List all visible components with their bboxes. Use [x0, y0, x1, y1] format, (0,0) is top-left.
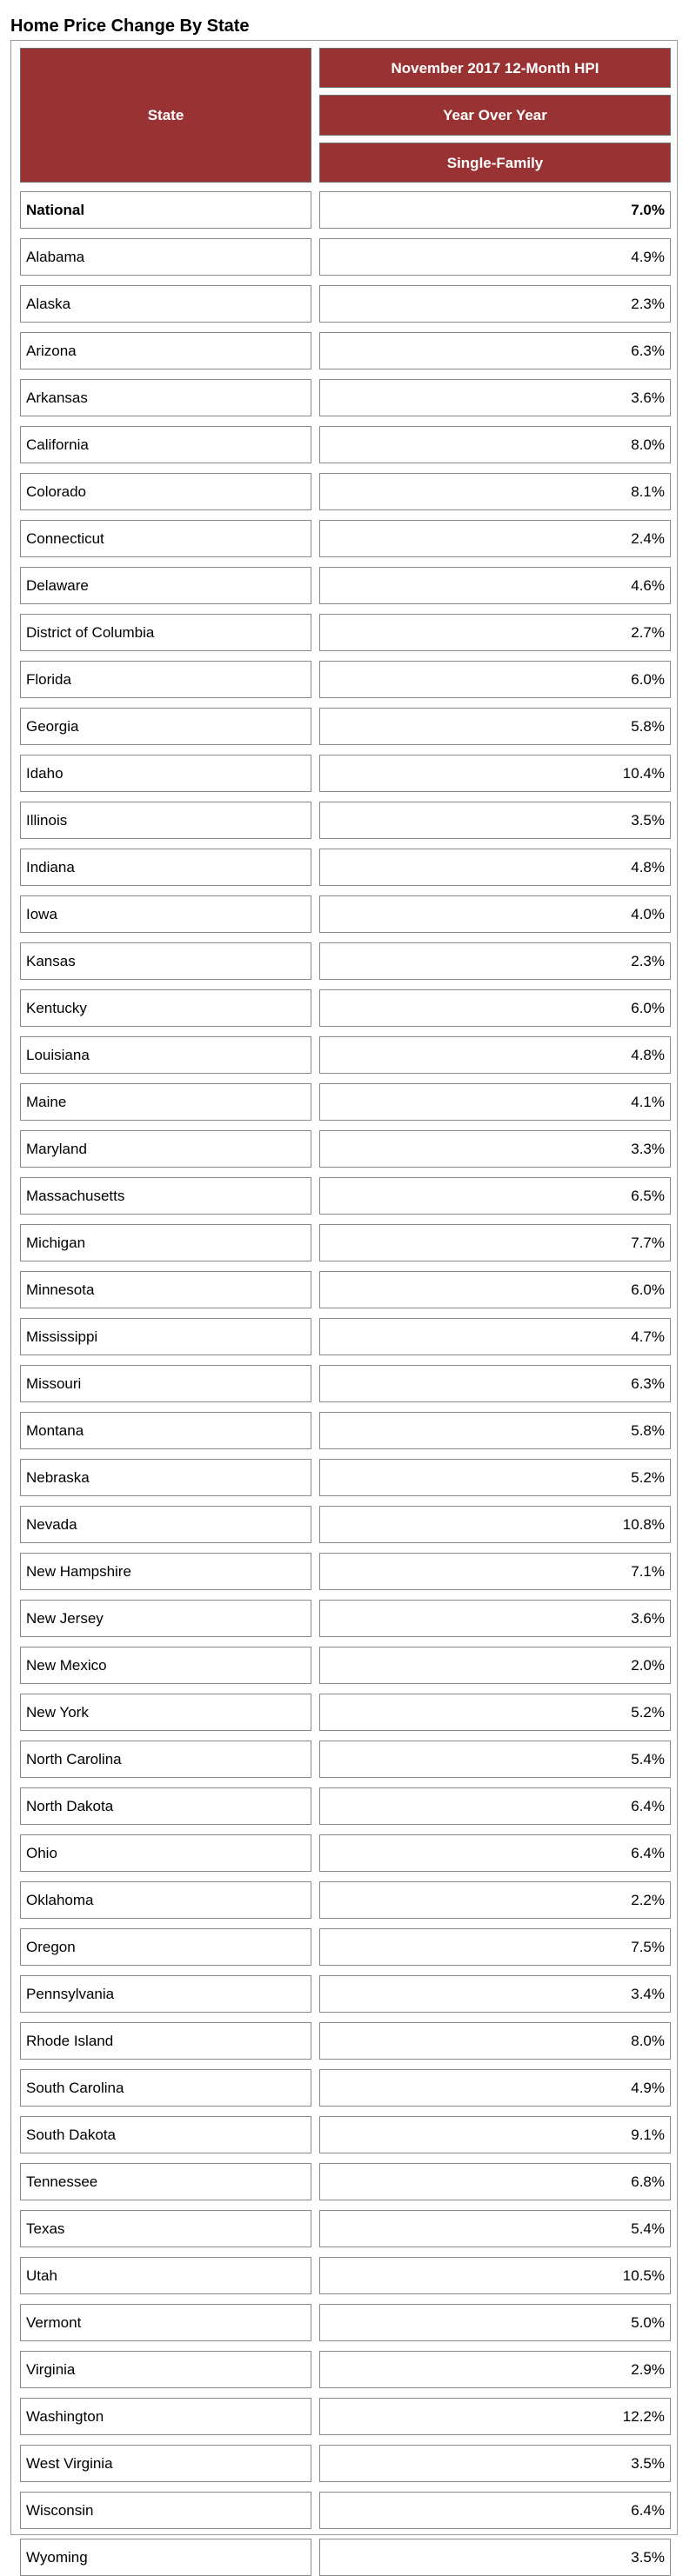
state-cell: New Mexico — [20, 1647, 311, 1684]
state-cell: South Dakota — [20, 2116, 311, 2153]
value-cell: 4.7% — [319, 1318, 671, 1355]
value-cell: 4.8% — [319, 1036, 671, 1074]
value-cell: 10.8% — [319, 1506, 671, 1543]
price-change-table — [10, 40, 678, 2566]
state-cell: Massachusetts — [20, 1177, 311, 1215]
value-cell: 10.4% — [319, 755, 671, 792]
state-cell: Oklahoma — [20, 1881, 311, 1919]
state-cell: Louisiana — [20, 1036, 311, 1074]
value-cell: 9.1% — [319, 2116, 671, 2153]
state-cell: Virginia — [20, 2351, 311, 2388]
state-cell: Minnesota — [20, 1271, 311, 1308]
value-cell: 6.0% — [319, 661, 671, 698]
state-cell: New Hampshire — [20, 1553, 311, 1590]
state-cell: Washington — [20, 2398, 311, 2435]
value-cell: 3.5% — [319, 2445, 671, 2482]
state-cell: Alaska — [20, 285, 311, 323]
state-cell: Utah — [20, 2257, 311, 2294]
state-cell: Montana — [20, 1412, 311, 1449]
value-cell: 3.5% — [319, 2539, 671, 2576]
state-cell: Wyoming — [20, 2539, 311, 2576]
state-column-header: State — [20, 48, 311, 183]
state-cell: Nevada — [20, 1506, 311, 1543]
state-cell: West Virginia — [20, 2445, 311, 2482]
value-cell: 8.0% — [319, 2022, 671, 2060]
state-cell: Ohio — [20, 1834, 311, 1872]
state-cell: District of Columbia — [20, 614, 311, 651]
state-cell: Georgia — [20, 708, 311, 745]
value-cell: 2.3% — [319, 942, 671, 980]
state-cell: Nebraska — [20, 1459, 311, 1496]
value-cell: 3.4% — [319, 1975, 671, 2013]
value-cell: 3.6% — [319, 379, 671, 416]
value-cell: 2.4% — [319, 520, 671, 557]
state-cell: Alabama — [20, 238, 311, 276]
state-cell: California — [20, 426, 311, 463]
state-cell: North Dakota — [20, 1787, 311, 1825]
value-cell: 4.8% — [319, 849, 671, 886]
year-over-year-header: Year Over Year — [319, 95, 671, 136]
national-state-cell: National — [20, 191, 311, 229]
state-cell: Kentucky — [20, 989, 311, 1027]
value-cell: 12.2% — [319, 2398, 671, 2435]
value-cell: 4.9% — [319, 238, 671, 276]
state-cell: Idaho — [20, 755, 311, 792]
state-cell: Wisconsin — [20, 2492, 311, 2529]
state-cell: Delaware — [20, 567, 311, 604]
value-cell: 7.7% — [319, 1224, 671, 1261]
state-cell: Vermont — [20, 2304, 311, 2341]
state-cell: Arkansas — [20, 379, 311, 416]
state-cell: New York — [20, 1694, 311, 1731]
state-cell: New Jersey — [20, 1600, 311, 1637]
state-cell: Missouri — [20, 1365, 311, 1402]
value-cell: 10.5% — [319, 2257, 671, 2294]
value-cell: 6.3% — [319, 332, 671, 369]
value-cell: 2.2% — [319, 1881, 671, 1919]
state-cell: Texas — [20, 2210, 311, 2247]
value-cell: 5.2% — [319, 1694, 671, 1731]
value-cell: 8.1% — [319, 473, 671, 510]
value-cell: 4.0% — [319, 895, 671, 933]
state-cell: Kansas — [20, 942, 311, 980]
state-cell: Arizona — [20, 332, 311, 369]
state-cell: Rhode Island — [20, 2022, 311, 2060]
value-cell: 2.3% — [319, 285, 671, 323]
value-cell: 2.7% — [319, 614, 671, 651]
state-cell: Iowa — [20, 895, 311, 933]
value-cell: 5.2% — [319, 1459, 671, 1496]
value-cell: 4.1% — [319, 1083, 671, 1121]
national-value-cell: 7.0% — [319, 191, 671, 229]
value-cell: 2.0% — [319, 1647, 671, 1684]
value-cell: 6.4% — [319, 2492, 671, 2529]
value-cell: 6.4% — [319, 1834, 671, 1872]
value-cell: 7.5% — [319, 1928, 671, 1966]
state-cell: South Carolina — [20, 2069, 311, 2107]
value-cell: 5.4% — [319, 2210, 671, 2247]
value-cell: 6.4% — [319, 1787, 671, 1825]
state-cell: Pennsylvania — [20, 1975, 311, 2013]
value-cell: 3.3% — [319, 1130, 671, 1168]
state-cell: Michigan — [20, 1224, 311, 1261]
state-cell: Connecticut — [20, 520, 311, 557]
value-cell: 6.0% — [319, 1271, 671, 1308]
value-cell: 4.9% — [319, 2069, 671, 2107]
state-cell: Colorado — [20, 473, 311, 510]
value-cell: 5.4% — [319, 1741, 671, 1778]
state-cell: Oregon — [20, 1928, 311, 1966]
state-cell: Indiana — [20, 849, 311, 886]
value-cell: 2.9% — [319, 2351, 671, 2388]
state-cell: Maryland — [20, 1130, 311, 1168]
value-cell: 3.5% — [319, 802, 671, 839]
state-cell: Illinois — [20, 802, 311, 839]
value-cell: 6.5% — [319, 1177, 671, 1215]
value-cell: 7.1% — [319, 1553, 671, 1590]
state-cell: Tennessee — [20, 2163, 311, 2200]
value-cell: 6.8% — [319, 2163, 671, 2200]
hpi-column-header: November 2017 12-Month HPI — [319, 48, 671, 88]
state-cell: Mississippi — [20, 1318, 311, 1355]
value-cell: 6.3% — [319, 1365, 671, 1402]
value-cell: 8.0% — [319, 426, 671, 463]
value-cell: 5.8% — [319, 1412, 671, 1449]
value-cell: 5.8% — [319, 708, 671, 745]
single-family-header: Single-Family — [319, 143, 671, 183]
value-cell: 6.0% — [319, 989, 671, 1027]
state-cell: Florida — [20, 661, 311, 698]
state-cell: North Carolina — [20, 1741, 311, 1778]
page-title: Home Price Change By State — [10, 17, 250, 36]
value-cell: 5.0% — [319, 2304, 671, 2341]
state-cell: Maine — [20, 1083, 311, 1121]
value-cell: 3.6% — [319, 1600, 671, 1637]
value-cell: 4.6% — [319, 567, 671, 604]
